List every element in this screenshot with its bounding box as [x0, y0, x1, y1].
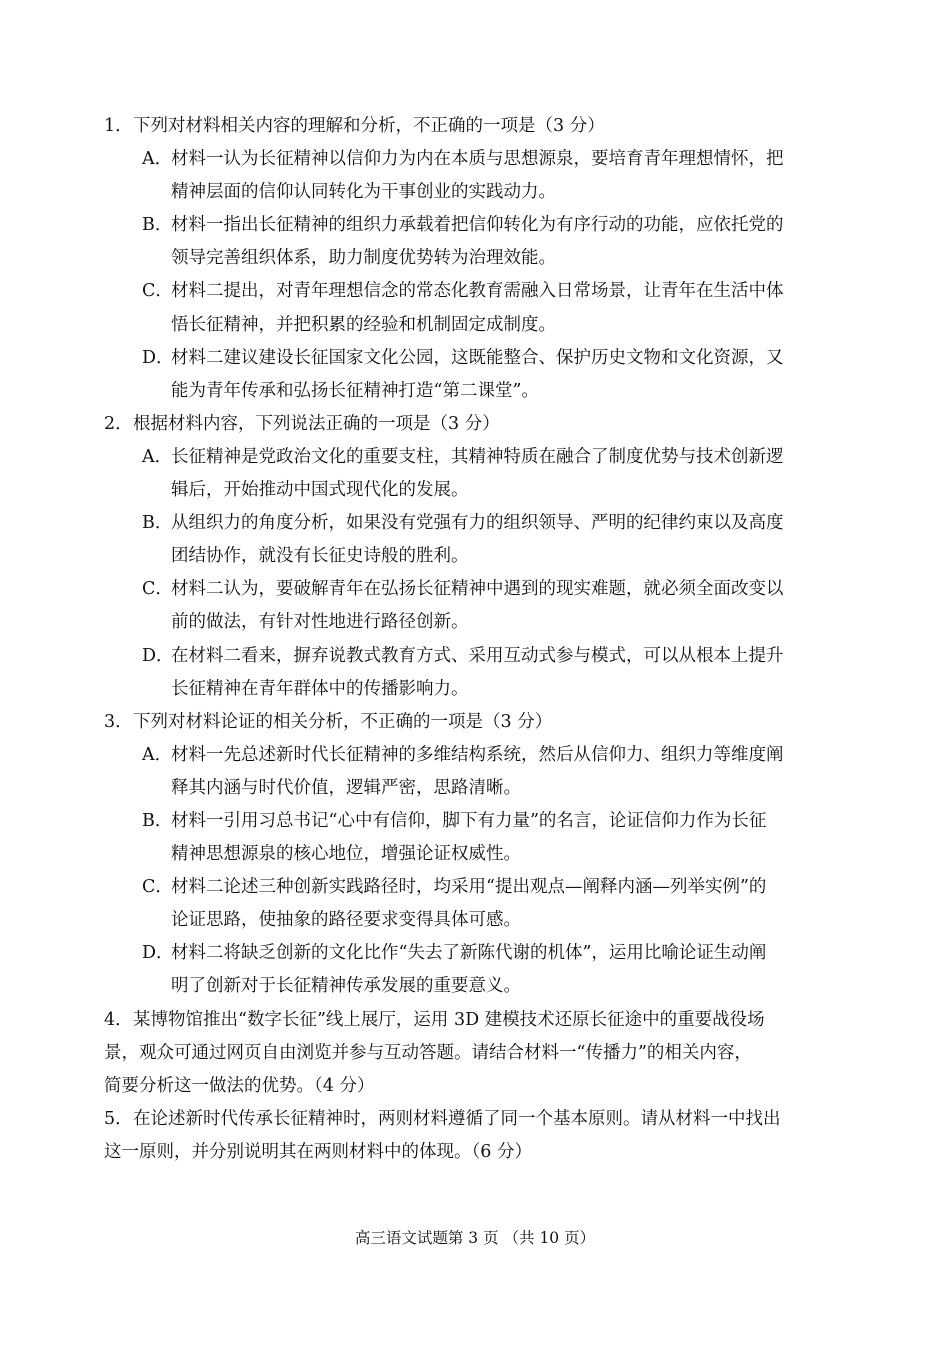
option-letter: C． — [142, 877, 173, 898]
option-text: 材料一先总述新时代长征精神的多维结构系统，然后从信仰力、组织力等维度阐 — [171, 744, 784, 765]
question-number: 5． — [104, 1108, 133, 1129]
option-line-continuation — [104, 904, 852, 937]
option-line-continuation — [104, 309, 852, 342]
question-stem-text: 下列对材料相关内容的理解和分析，不正确的一项是（3 分） — [133, 116, 605, 136]
option-text: 材料一认为长征精神以信仰力为内在本质与思想源泉，要培育青年理想情怀，把 — [171, 149, 784, 170]
option-b — [104, 507, 852, 573]
option-line-continuation — [104, 970, 852, 1003]
option-text: 材料二论述三种创新实践路径时，均采用“提出观点—阐释内涵—列举实例”的 — [171, 877, 767, 898]
option-line-continuation — [104, 606, 852, 639]
question-stem — [104, 706, 852, 739]
option-text: 领导完善组织体系，助力制度优势转为治理效能。 — [171, 248, 556, 269]
question-1 — [104, 110, 852, 408]
question-4 — [104, 1004, 852, 1103]
option-letter: A． — [142, 149, 173, 170]
option-text: 明了创新对于长征精神传承发展的重要意义。 — [171, 976, 521, 997]
option-text: 材料二认为，要破解青年在弘扬长征精神中遇到的现实难题，就必须全面改变以 — [171, 579, 784, 600]
option-a — [104, 739, 852, 805]
option-text: 材料二提出，对青年理想信念的常态化教育需融入日常场景，让青年在生活中体 — [171, 281, 784, 302]
question-stem — [104, 1103, 852, 1136]
option-letter: D． — [142, 645, 174, 666]
question-stem — [104, 110, 852, 143]
option-letter: D． — [142, 943, 174, 964]
option-line — [104, 871, 852, 904]
question-stem-text: 某博物馆推出“数字长征”线上展厅，运用 3D 建模技术还原长征途中的重要战役场 — [133, 1009, 765, 1030]
option-text: 长征精神是党政治文化的重要支柱，其精神特质在融合了制度优势与技术创新逻 — [171, 446, 784, 467]
question-stem-text: 下列对材料论证的相关分析，不正确的一项是（3 分） — [133, 711, 553, 732]
question-number: 2． — [104, 413, 133, 434]
option-d — [104, 937, 852, 1003]
option-line-continuation — [104, 474, 852, 507]
question-number: 1． — [104, 116, 133, 136]
option-text: 材料一引用习总书记“心中有信仰，脚下有力量”的名言，论证信仰力作为长征 — [171, 810, 767, 831]
option-c — [104, 573, 852, 639]
option-text: 材料二建议建设长征国家文化公园，这既能整合、保护历史文物和文化资源，又 — [171, 347, 784, 368]
option-text: 悟长征精神，并把积累的经验和机制固定成制度。 — [171, 314, 556, 335]
option-line-continuation — [104, 375, 852, 408]
option-letter: C． — [142, 281, 173, 302]
option-text: 辑后，开始推动中国式现代化的发展。 — [171, 480, 469, 501]
page-footer: 高三语文试题第 3 页 （共 10 页） — [354, 1229, 596, 1247]
option-line-continuation — [104, 673, 852, 706]
option-line — [104, 275, 852, 308]
question-stem-continuation — [104, 1136, 852, 1169]
question-stem — [104, 408, 852, 441]
question-number: 3． — [104, 711, 133, 732]
option-text: 在材料二看来，摒弃说教式教育方式、采用互动式参与模式，可以从根本上提升 — [171, 645, 784, 666]
option-b — [104, 209, 852, 275]
question-5 — [104, 1103, 852, 1169]
option-line-continuation — [104, 772, 852, 805]
option-text: 能为青年传承和弘扬长征精神打造“第二课堂”。 — [171, 380, 539, 401]
option-line — [104, 507, 852, 540]
question-list — [104, 110, 852, 1169]
option-letter: A． — [142, 446, 173, 467]
option-a — [104, 143, 852, 209]
option-text: 论证思路，使抽象的路径要求变得具体可感。 — [171, 910, 521, 931]
question-stem-text: 根据材料内容，下列说法正确的一项是（3 分） — [133, 413, 500, 434]
option-line — [104, 937, 852, 970]
option-letter: A． — [142, 744, 173, 765]
question-stem — [104, 1004, 852, 1037]
question-stem-text: 景，观众可通过网页自由浏览并参与互动答题。请结合材料一“传播力”的相关内容， — [104, 1042, 752, 1063]
option-d — [104, 640, 852, 706]
option-letter: B． — [142, 215, 173, 236]
option-text: 精神思想源泉的核心地位，增强论证权威性。 — [171, 844, 521, 865]
question-number: 4． — [104, 1009, 133, 1030]
option-line — [104, 739, 852, 772]
option-text: 精神层面的信仰认同转化为干事创业的实践动力。 — [171, 182, 556, 203]
option-line — [104, 640, 852, 673]
option-a — [104, 441, 852, 507]
option-letter: B． — [142, 513, 173, 534]
option-text: 材料二将缺乏创新的文化比作“失去了新陈代谢的机体”，运用比喻论证生动阐 — [171, 943, 767, 964]
option-text: 团结协作，就没有长征史诗般的胜利。 — [171, 546, 469, 567]
option-line — [104, 441, 852, 474]
question-stem-text: 在论述新时代传承长征精神时，两则材料遵循了同一个基本原则。请从材料一中找出 — [133, 1108, 781, 1129]
option-text: 从组织力的角度分析，如果没有党强有力的组织领导、严明的纪律约束以及高度 — [171, 513, 784, 534]
option-line — [104, 573, 852, 606]
option-text: 长征精神在青年群体中的传播影响力。 — [171, 678, 469, 699]
option-c — [104, 871, 852, 937]
option-line — [104, 143, 852, 176]
option-line — [104, 342, 852, 375]
question-stem-text: 简要分析这一做法的优势。（4 分） — [104, 1075, 375, 1096]
option-b — [104, 805, 852, 871]
option-line-continuation — [104, 540, 852, 573]
option-letter: C． — [142, 579, 173, 600]
option-line-continuation — [104, 242, 852, 275]
option-line — [104, 805, 852, 838]
option-text: 释其内涵与时代价值，逻辑严密，思路清晰。 — [171, 777, 521, 798]
option-text: 前的做法，有针对性地进行路径创新。 — [171, 612, 469, 633]
option-letter: B． — [142, 810, 173, 831]
option-line-continuation — [104, 838, 852, 871]
question-stem-continuation — [104, 1070, 852, 1103]
option-c — [104, 275, 852, 341]
option-letter: D． — [142, 347, 174, 368]
option-d — [104, 342, 852, 408]
question-stem-continuation — [104, 1037, 852, 1070]
question-2 — [104, 408, 852, 706]
option-line — [104, 209, 852, 242]
option-line-continuation — [104, 176, 852, 209]
question-3 — [104, 706, 852, 1004]
option-text: 材料一指出长征精神的组织力承载着把信仰转化为有序行动的功能，应依托党的 — [171, 215, 784, 236]
question-stem-text: 这一原则，并分别说明其在两则材料中的体现。（6 分） — [104, 1141, 532, 1162]
